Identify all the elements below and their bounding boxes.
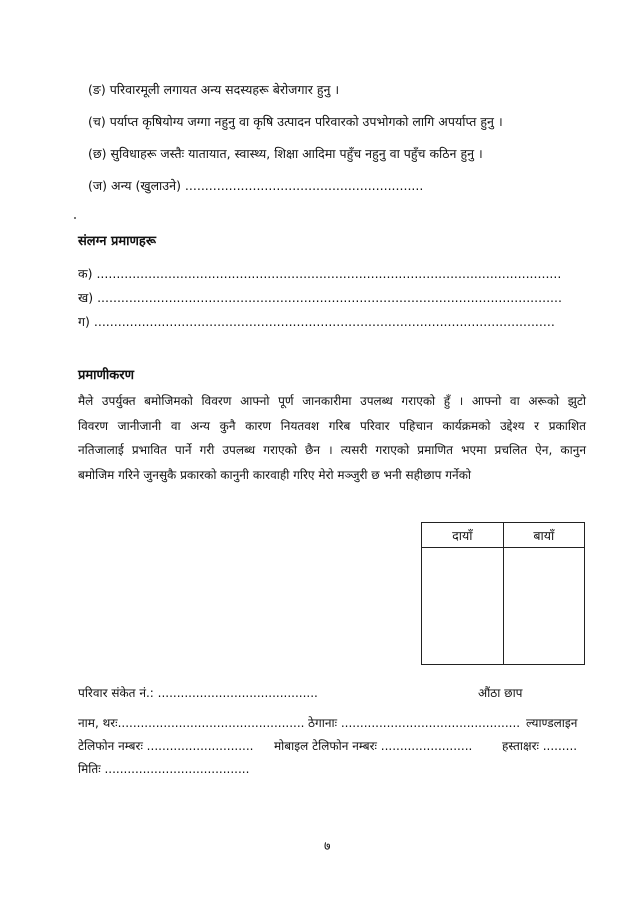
family-code-field[interactable]: परिवार संकेत नं.: ..........................................	[78, 686, 318, 700]
verification-heading: प्रमाणीकरण	[78, 368, 135, 383]
name-field[interactable]: नाम, थरः.................................................	[78, 716, 305, 730]
criteria-label: (छ)	[88, 146, 107, 161]
attachments-heading: संलग्न प्रमाणहरू	[78, 234, 156, 249]
address-field[interactable]: ठेगानाः ...............................................	[308, 716, 521, 730]
criteria-label: (ङ)	[88, 82, 106, 97]
criteria-text: पर्याप्त कृषियोग्य जग्गा नहुनु वा कृषि उत्पादन परिवारको उपभोगको लागि अपर्याप्त हुनु ।	[109, 114, 503, 129]
criteria-item	[88, 178, 423, 194]
mobile-field[interactable]: मोबाइल टेलिफोन नम्बरः ........................	[274, 739, 473, 753]
attachment-line: ख) .....................................................................................................................	[78, 290, 562, 305]
criteria-item	[88, 146, 483, 162]
page-number: ७	[324, 838, 331, 853]
criteria-item	[88, 82, 339, 98]
verification-paragraph	[78, 389, 586, 487]
criteria-text: सुविधाहरू जस्तैः यातायात, स्वास्थ्य, शिक्षा आदिमा पहुँच नहुनु वा पहुँच कठिन हुनु ।	[110, 146, 483, 161]
thumbprint-box	[421, 522, 585, 665]
landline-label: ल्याण्डलाइन	[526, 716, 578, 730]
criteria-text: परिवारमूली लगायत अन्य सदस्यहरू बेरोजगार हुनु ।	[109, 82, 340, 97]
thumbprint-caption: औंठा छाप	[478, 686, 523, 700]
verification-line: नतिजालाई प्रभावित पार्ने गरी उपलब्ध गराएको छैन । त्यसरी गराएको प्रमाणित भएमा प्रचलित ऐन, कानुन	[78, 443, 586, 457]
left-thumb-label: बायाँ	[503, 523, 585, 548]
attachment-line: ग) ....................................................................................................................	[78, 314, 555, 329]
left-thumb-cell[interactable]	[503, 548, 585, 665]
verification-line: विवरण जानीजानी वा अन्य कुनै कारण नियतवश गरिब परिवार पहिचान कार्यक्रमको उद्देश्य र प्रकाशित	[78, 418, 586, 433]
criteria-text: अन्य (खुलाउने) ............................................................	[111, 178, 424, 193]
criteria-label: (च)	[88, 114, 106, 129]
verification-line: बमोजिम गरिने जुनसुकै प्रकारको कानुनी कारवाही गरिए मेरो मञ्जुरी छ भनी सहीछाप गर्नेको	[78, 467, 472, 482]
attachment-line: क) .....................................................................................................................	[78, 266, 562, 281]
right-thumb-label: दायाँ	[422, 523, 504, 548]
stray-dot	[74, 217, 76, 219]
signature-field[interactable]: हस्ताक्षरः .........	[502, 739, 578, 753]
right-thumb-cell[interactable]	[422, 548, 504, 665]
date-field[interactable]: मितिः ......................................	[78, 762, 250, 776]
verification-line: मैले उपर्युक्त बमोजिमको विवरण आफ्नो पूर्ण जानकारीमा उपलब्ध गराएको हुँ । आफ्नो वा अरूको झुटो	[78, 394, 586, 408]
criteria-label: (ज)	[88, 178, 108, 193]
criteria-item	[88, 114, 503, 130]
phone-field[interactable]: टेलिफोन नम्बरः ............................	[78, 739, 254, 753]
